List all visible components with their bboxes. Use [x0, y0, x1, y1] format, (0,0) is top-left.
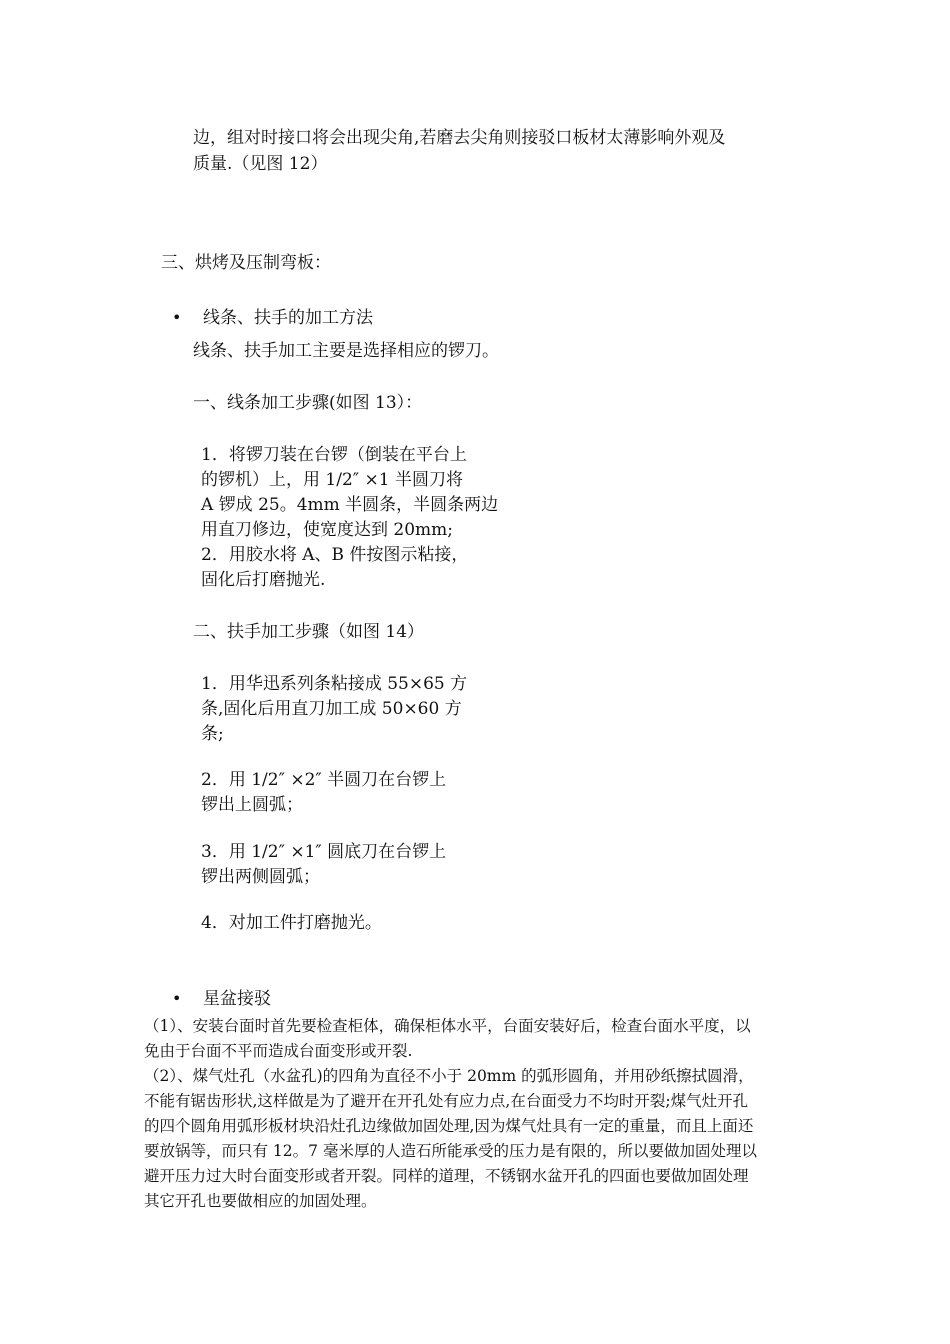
- paragraph-1-line-2: 免由于台面不平而造成台面变形或开裂.: [144, 1042, 413, 1060]
- paragraph-1-line-1: （1）、安装台面时首先要检查柜体，确保柜体水平，台面安装好后，检查台面水平度，以: [144, 1017, 751, 1035]
- section-3-heading: 三、烘烤及压制弯板：: [161, 253, 331, 273]
- bullet-1-desc: 线条、扶手加工主要是选择相应的锣刀。: [193, 341, 499, 361]
- line-steps-heading: 一、线条加工步骤(如图 13）：: [193, 393, 423, 413]
- paragraph-2-line-2: 不能有锯齿形状,这样做是为了避开在开孔处有应力点,在台面受力不均时开裂;煤气灶开孔: [144, 1092, 749, 1110]
- line-step-text-1: 1．将锣刀装在台锣（倒装在平台上: [201, 445, 467, 465]
- handrail-step-1b: 条,固化后用直刀加工成 50×60 方: [201, 699, 462, 719]
- line-step-text-2: 的锣机）上，用 1/2″ ×1 半圆刀将: [201, 470, 463, 490]
- paragraph-2-line-6: 其它开孔也要做相应的加固处理。: [144, 1192, 377, 1210]
- paragraph-2-line-4: 要放锅等，而只有 12。7 毫米厚的人造石所能承受的压力是有限的，所以要做加固处理以: [144, 1142, 757, 1160]
- intro-line-2: 质量.（见图 12）: [193, 154, 328, 174]
- line-step-text-6: 固化后打磨抛光.: [201, 570, 326, 590]
- bullet-2-title: 星盆接驳: [203, 989, 271, 1009]
- line-step-text-3: A 锣成 25。4mm 半圆条，半圆条两边: [201, 495, 499, 515]
- bullet-dot-1: •: [172, 308, 182, 327]
- bullet-1-title: 线条、扶手的加工方法: [203, 308, 373, 328]
- paragraph-2-line-3: 的四个圆角用弧形板材块沿灶孔边缘做加固处理,因为煤气灶具有一定的重量，而且上面还: [144, 1117, 754, 1135]
- handrail-step-2b: 锣出上圆弧；: [201, 795, 303, 815]
- line-step-text-4: 用直刀修边，使宽度达到 20mm;: [201, 520, 454, 540]
- handrail-steps-heading: 二、扶手加工步骤（如图 14）: [193, 622, 425, 642]
- paragraph-2-line-1: （2）、煤气灶孔（水盆孔)的四角为直径不小于 20mm 的弧形圆角，并用砂纸擦拭圆滑，: [144, 1067, 754, 1085]
- handrail-step-2a: 2．用 1/2″ ×2″ 半圆刀在台锣上: [201, 770, 447, 790]
- intro-line-1: 边，组对时接口将会出现尖角,若磨去尖角则接驳口板材太薄影响外观及: [193, 128, 726, 148]
- paragraph-2-line-5: 避开压力过大时台面变形或者开裂。同样的道理，不锈钢水盆开孔的四面也要做加固处理: [144, 1167, 749, 1185]
- line-step-text-5: 2．用胶水将 A、B 件按图示粘接，: [201, 545, 469, 565]
- handrail-step-3a: 3．用 1/2″ ×1″ 圆底刀在台锣上: [201, 842, 447, 862]
- handrail-step-1a: 1．用华迅系列条粘接成 55×65 方: [201, 674, 468, 694]
- handrail-step-1c: 条;: [201, 724, 224, 744]
- bullet-dot-2: •: [172, 989, 182, 1008]
- handrail-step-4: 4．对加工件打磨抛光。: [201, 913, 382, 933]
- handrail-step-3b: 锣出两侧圆弧；: [201, 867, 320, 887]
